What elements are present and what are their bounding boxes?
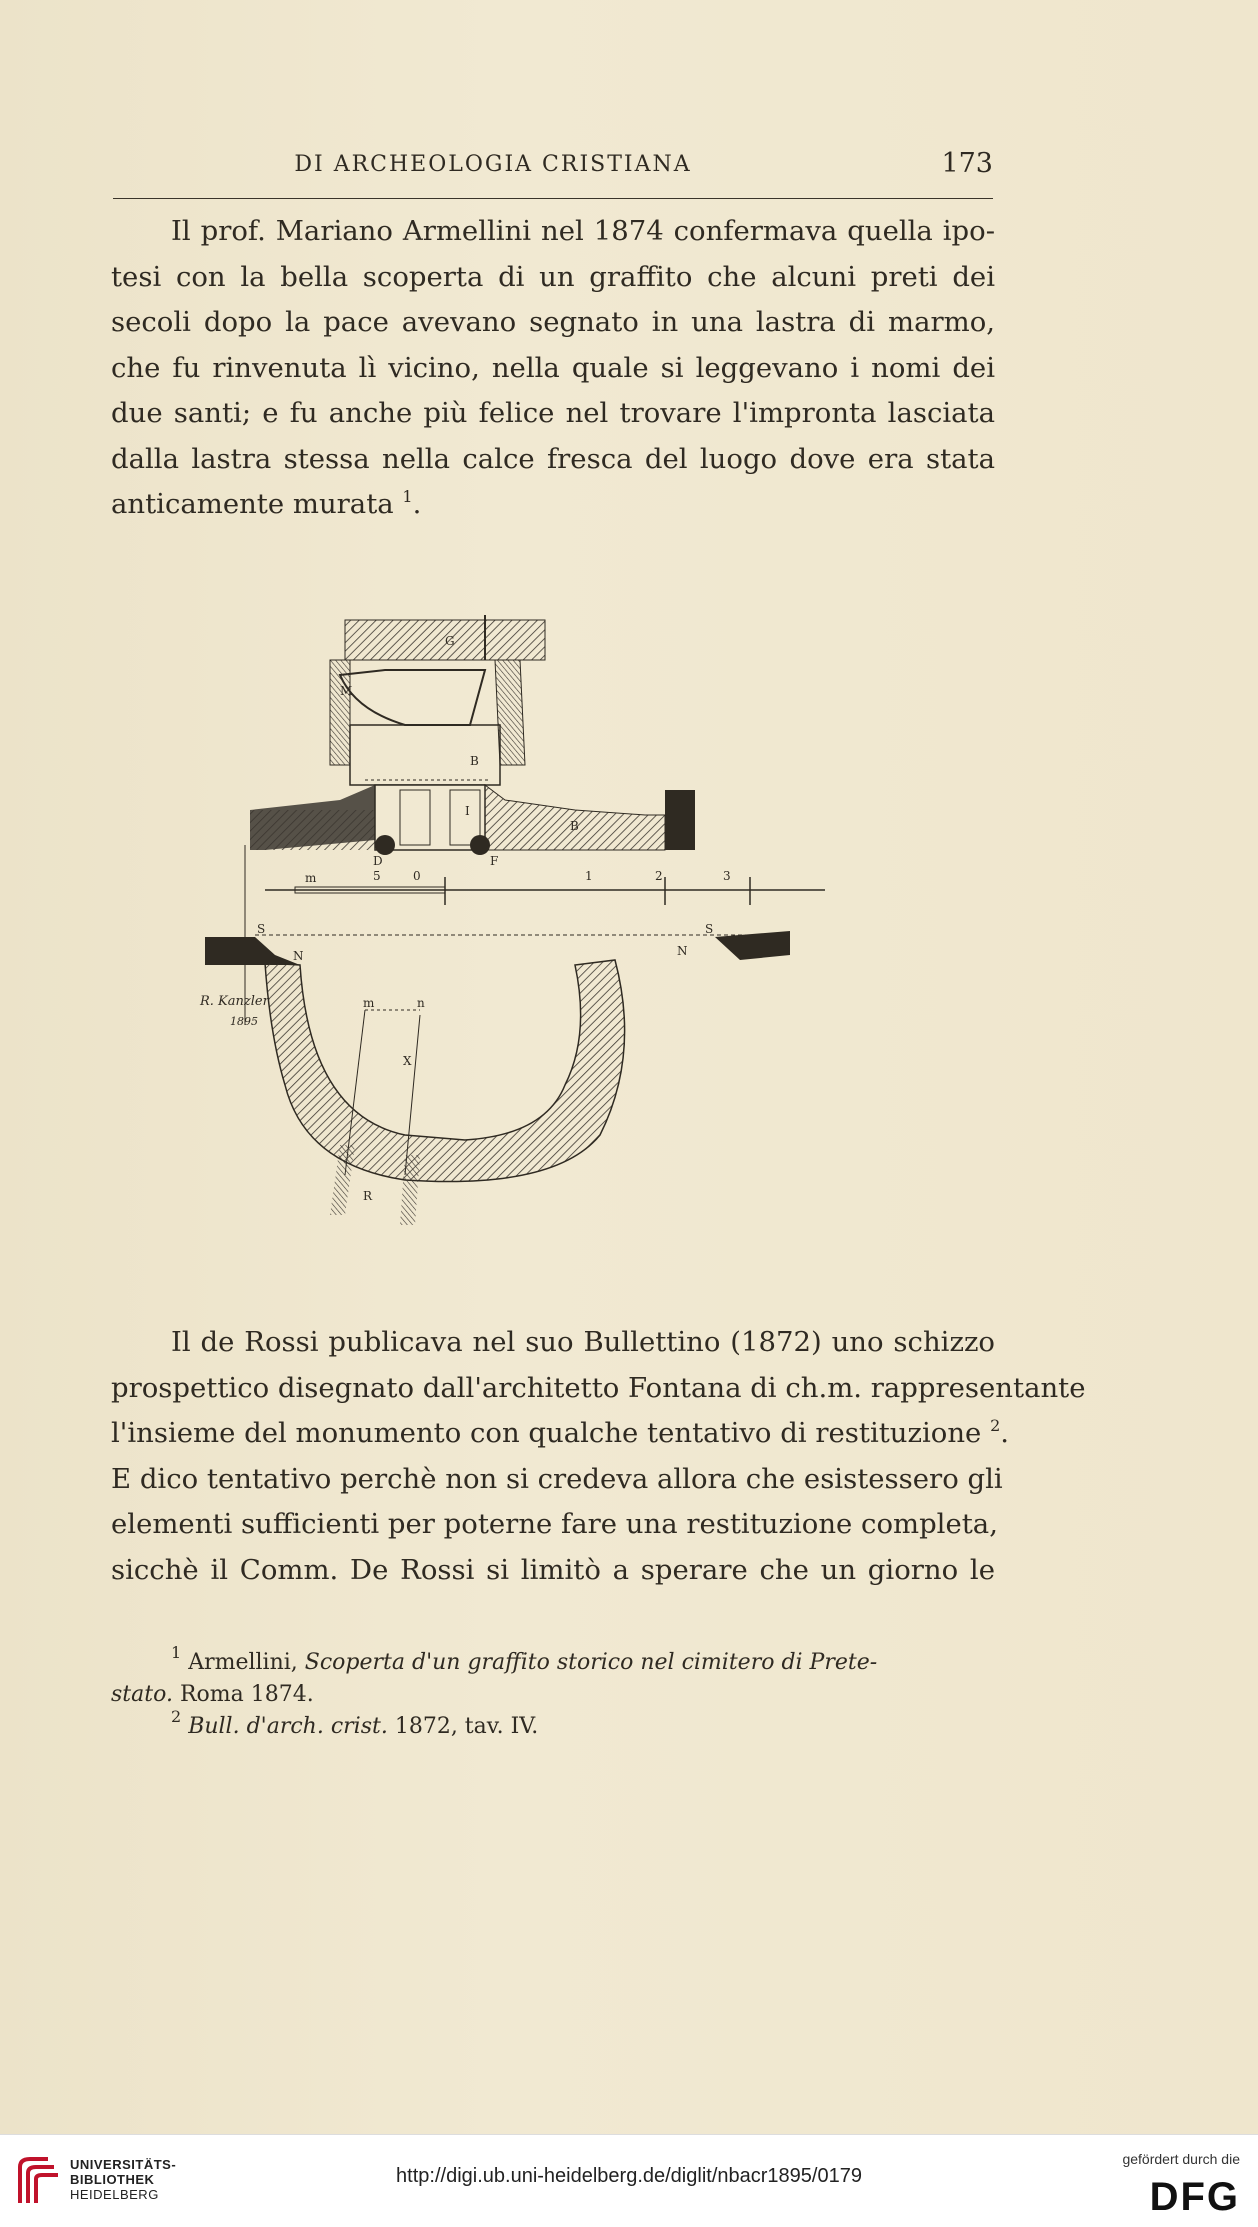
label-n2: N xyxy=(677,944,688,958)
text-line: tesi con la bella scoperta di un graffito che alcuni preti dei xyxy=(111,260,995,293)
text-line: dalla lastra stessa nella calce fresca del luogo dove era stata xyxy=(111,442,995,475)
footnote-1-cont xyxy=(111,1679,995,1711)
label-scale-2: 2 xyxy=(655,869,663,883)
label-s2: S xyxy=(705,922,714,936)
label-s1: S xyxy=(257,922,266,936)
library-line-3: HEIDELBERG xyxy=(70,2187,159,2202)
text-line: due santi; e fu anche più felice nel trovare l'impronta lasciata xyxy=(111,397,995,429)
wall-band-right xyxy=(485,785,665,850)
footnote-ref[interactable]: 1 xyxy=(402,487,413,506)
wall-end-block xyxy=(665,790,695,850)
funded-by-label: gefördert durch die xyxy=(1122,2151,1240,2167)
label-scale-1: 1 xyxy=(585,869,593,883)
permalink-url[interactable]: http://digi.ub.uni-heidelberg.de/diglit/nbacr1895/0179 xyxy=(396,2165,862,2187)
archaeological-drawing xyxy=(200,615,855,1235)
label-r: R xyxy=(363,1189,373,1203)
label-g: G xyxy=(445,634,455,648)
label-scale-0: 0 xyxy=(413,869,421,883)
viewer-footer xyxy=(0,2134,1258,2227)
header-rule xyxy=(113,198,993,199)
footnote-1 xyxy=(111,1643,995,1679)
running-title: DI ARCHEOLOGIA CRISTIANA xyxy=(294,152,692,177)
text-line: che fu rinvenuta lì vicino, nella quale si leggevano i nomi dei xyxy=(111,351,995,384)
footnote-author: Armellini, xyxy=(188,1650,298,1675)
label-n1: N xyxy=(293,949,304,963)
footnote-title: Scoperta d'un graffito storico nel cimitero di Prete- xyxy=(304,1650,878,1675)
label-n: n xyxy=(417,996,425,1010)
scale-bar xyxy=(265,877,825,905)
text-line: E dico tentativo perchè non si credeva allora che esistessero gli xyxy=(111,1462,1003,1495)
footnote-2 xyxy=(111,1707,995,1743)
paragraph-2 xyxy=(111,1320,1086,1593)
artist-signature: R. Kanzler xyxy=(200,994,269,1009)
label-b2: B xyxy=(570,819,579,833)
label-m-scale: m xyxy=(305,871,317,885)
label-d: D xyxy=(373,854,383,868)
m-recess xyxy=(340,670,485,725)
basin-left-lip xyxy=(205,937,300,965)
label-x: X xyxy=(403,1054,412,1068)
text-line: Il de Rossi publicava nel suo Bullettino (1872) uno schizzo xyxy=(171,1326,995,1358)
footnote-number: 2 xyxy=(171,1707,182,1726)
footnote-title: Bull. d'arch. crist. xyxy=(188,1714,388,1739)
footnotes xyxy=(111,1643,995,1743)
library-line-2: BIBLIOTHEK xyxy=(70,2172,155,2187)
text-line: l'insieme del monumento con qualche tentativo di restituzione $^2$. xyxy=(111,1416,1010,1449)
text-line: sicchè il Comm. De Rossi si limitò a sperare che un giorno le xyxy=(111,1553,995,1586)
footnote-number: 1 xyxy=(171,1643,182,1662)
label-i: I xyxy=(465,804,470,818)
page-number: 173 xyxy=(941,148,993,179)
footnote-title-cont: stato. xyxy=(111,1682,173,1707)
paragraph-1 xyxy=(111,209,995,528)
text-line: prospettico disegnato dall'architetto Fontana di ch.m. rappresentante xyxy=(111,1371,1086,1404)
dfg-logo[interactable]: DFG xyxy=(1149,2175,1240,2219)
running-header xyxy=(113,148,993,188)
label-m2: m xyxy=(363,996,375,1010)
text-line: elementi sufficienti per poterne fare una restituzione completa, xyxy=(111,1508,998,1540)
signature-year: 1895 xyxy=(230,1015,258,1028)
footnote-rest: 1872, tav. IV. xyxy=(394,1714,539,1739)
text-line-content: l'insieme del monumento con qualche tentativo di restituzione xyxy=(111,1417,982,1449)
text-line: Il prof. Mariano Armellini nel 1874 confermava quella ipo- xyxy=(171,215,995,247)
text-line: secoli dopo la pace avevano segnato in una lastra di marmo, xyxy=(111,306,995,338)
left-pier xyxy=(330,660,353,765)
label-f: F xyxy=(490,854,499,868)
label-scale-5: 5 xyxy=(373,869,381,883)
label-b1: B xyxy=(470,754,479,768)
text-line-content: anticamente murata xyxy=(111,488,394,520)
basin-shell xyxy=(265,960,625,1182)
footnote-ref[interactable]: 2 xyxy=(990,1416,1001,1435)
label-scale-3: 3 xyxy=(723,869,731,883)
footnote-rest: Roma 1874. xyxy=(179,1682,314,1707)
library-line-1: UNIVERSITÄTS- xyxy=(70,2157,177,2172)
label-m: M xyxy=(340,684,353,698)
text-line: anticamente murata $^1$. xyxy=(111,487,422,520)
